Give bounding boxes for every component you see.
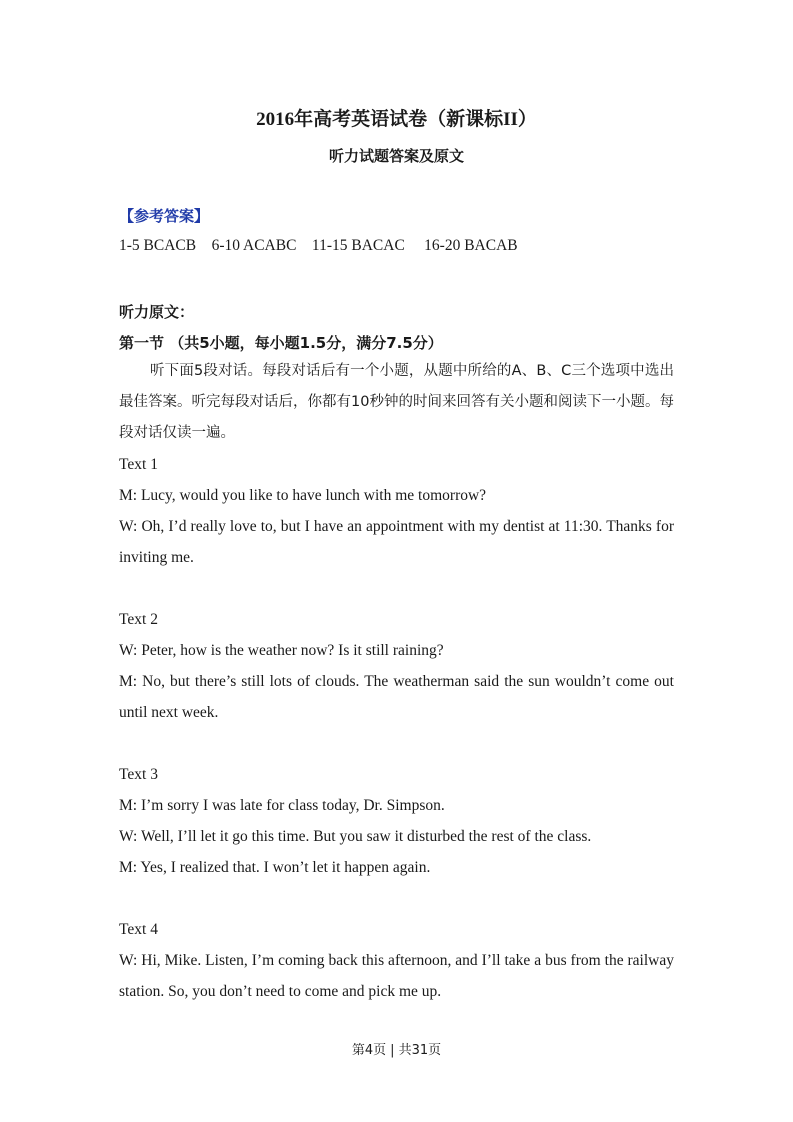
paragraph-gap bbox=[119, 573, 674, 604]
section-title: 第一节 （共5小题，每小题1.5分，满分7.5分） bbox=[119, 334, 443, 352]
page-total: 共31页 bbox=[398, 1043, 442, 1058]
page-footer bbox=[0, 1039, 793, 1058]
dialogue-line: W: Well, I’ll let it go this time. But you saw it disturbed the rest of the class. bbox=[119, 828, 592, 845]
transcript-body bbox=[119, 356, 674, 1007]
dialogue-line: W: Peter, how is the weather now? Is it still raining? bbox=[119, 642, 444, 659]
dialogue-text-2 bbox=[119, 604, 674, 728]
dialogue-line: M: Lucy, would you like to have lunch with me tomorrow? bbox=[119, 487, 487, 504]
footer-separator: | bbox=[390, 1043, 395, 1058]
dialogue-text-4 bbox=[119, 914, 674, 1007]
dialogue-line: M: Yes, I realized that. I won’t let it happen again. bbox=[119, 859, 431, 876]
dialogue-label: Text 2 bbox=[119, 611, 158, 628]
document-subtitle: 听力试题答案及原文 bbox=[328, 149, 464, 165]
dialogue-line: M: I’m sorry I was late for class today, Dr. Simpson. bbox=[119, 797, 445, 814]
dialogue-label: Text 3 bbox=[119, 766, 158, 783]
paragraph-gap bbox=[119, 883, 674, 914]
dialogue-text-1 bbox=[119, 449, 674, 573]
paragraph-gap bbox=[119, 728, 674, 759]
dialogue-label: Text 1 bbox=[119, 456, 158, 473]
dialogue-line: M: No, but there’s still lots of clouds. The weatherman said the sun wouldn’t come out until next week. bbox=[119, 673, 674, 721]
document-title: 2016年高考英语试卷（新课标II） bbox=[256, 109, 537, 130]
answer-key-heading: 【参考答案】 bbox=[119, 207, 210, 225]
answer-key-line: 1-5 BCACB 6-10 ACABC 11-15 BACAC 16-20 BACAB bbox=[119, 237, 518, 254]
dialogue-label: Text 4 bbox=[119, 921, 158, 938]
instructions-paragraph: 听下面5段对话。每段对话后有一个小题，从题中所给的A、B、C三个选项中选出最佳答案。听完每段对话后，你都有10秒钟的时间来回答有关小题和阅读下一小题。每段对话仅读一遍。 bbox=[119, 363, 674, 441]
dialogue-text-3 bbox=[119, 759, 674, 883]
page-number: 第4页 bbox=[351, 1043, 387, 1058]
dialogue-line: W: Oh, I’d really love to, but I have an appointment with my dentist at 11:30. Thanks for inviting me. bbox=[119, 518, 674, 566]
dialogue-line: W: Hi, Mike. Listen, I’m coming back this afternoon, and I’ll take a bus from the railway station. So, you don’t need to come and pick me up. bbox=[119, 952, 674, 1000]
transcript-heading: 听力原文： bbox=[119, 303, 195, 321]
